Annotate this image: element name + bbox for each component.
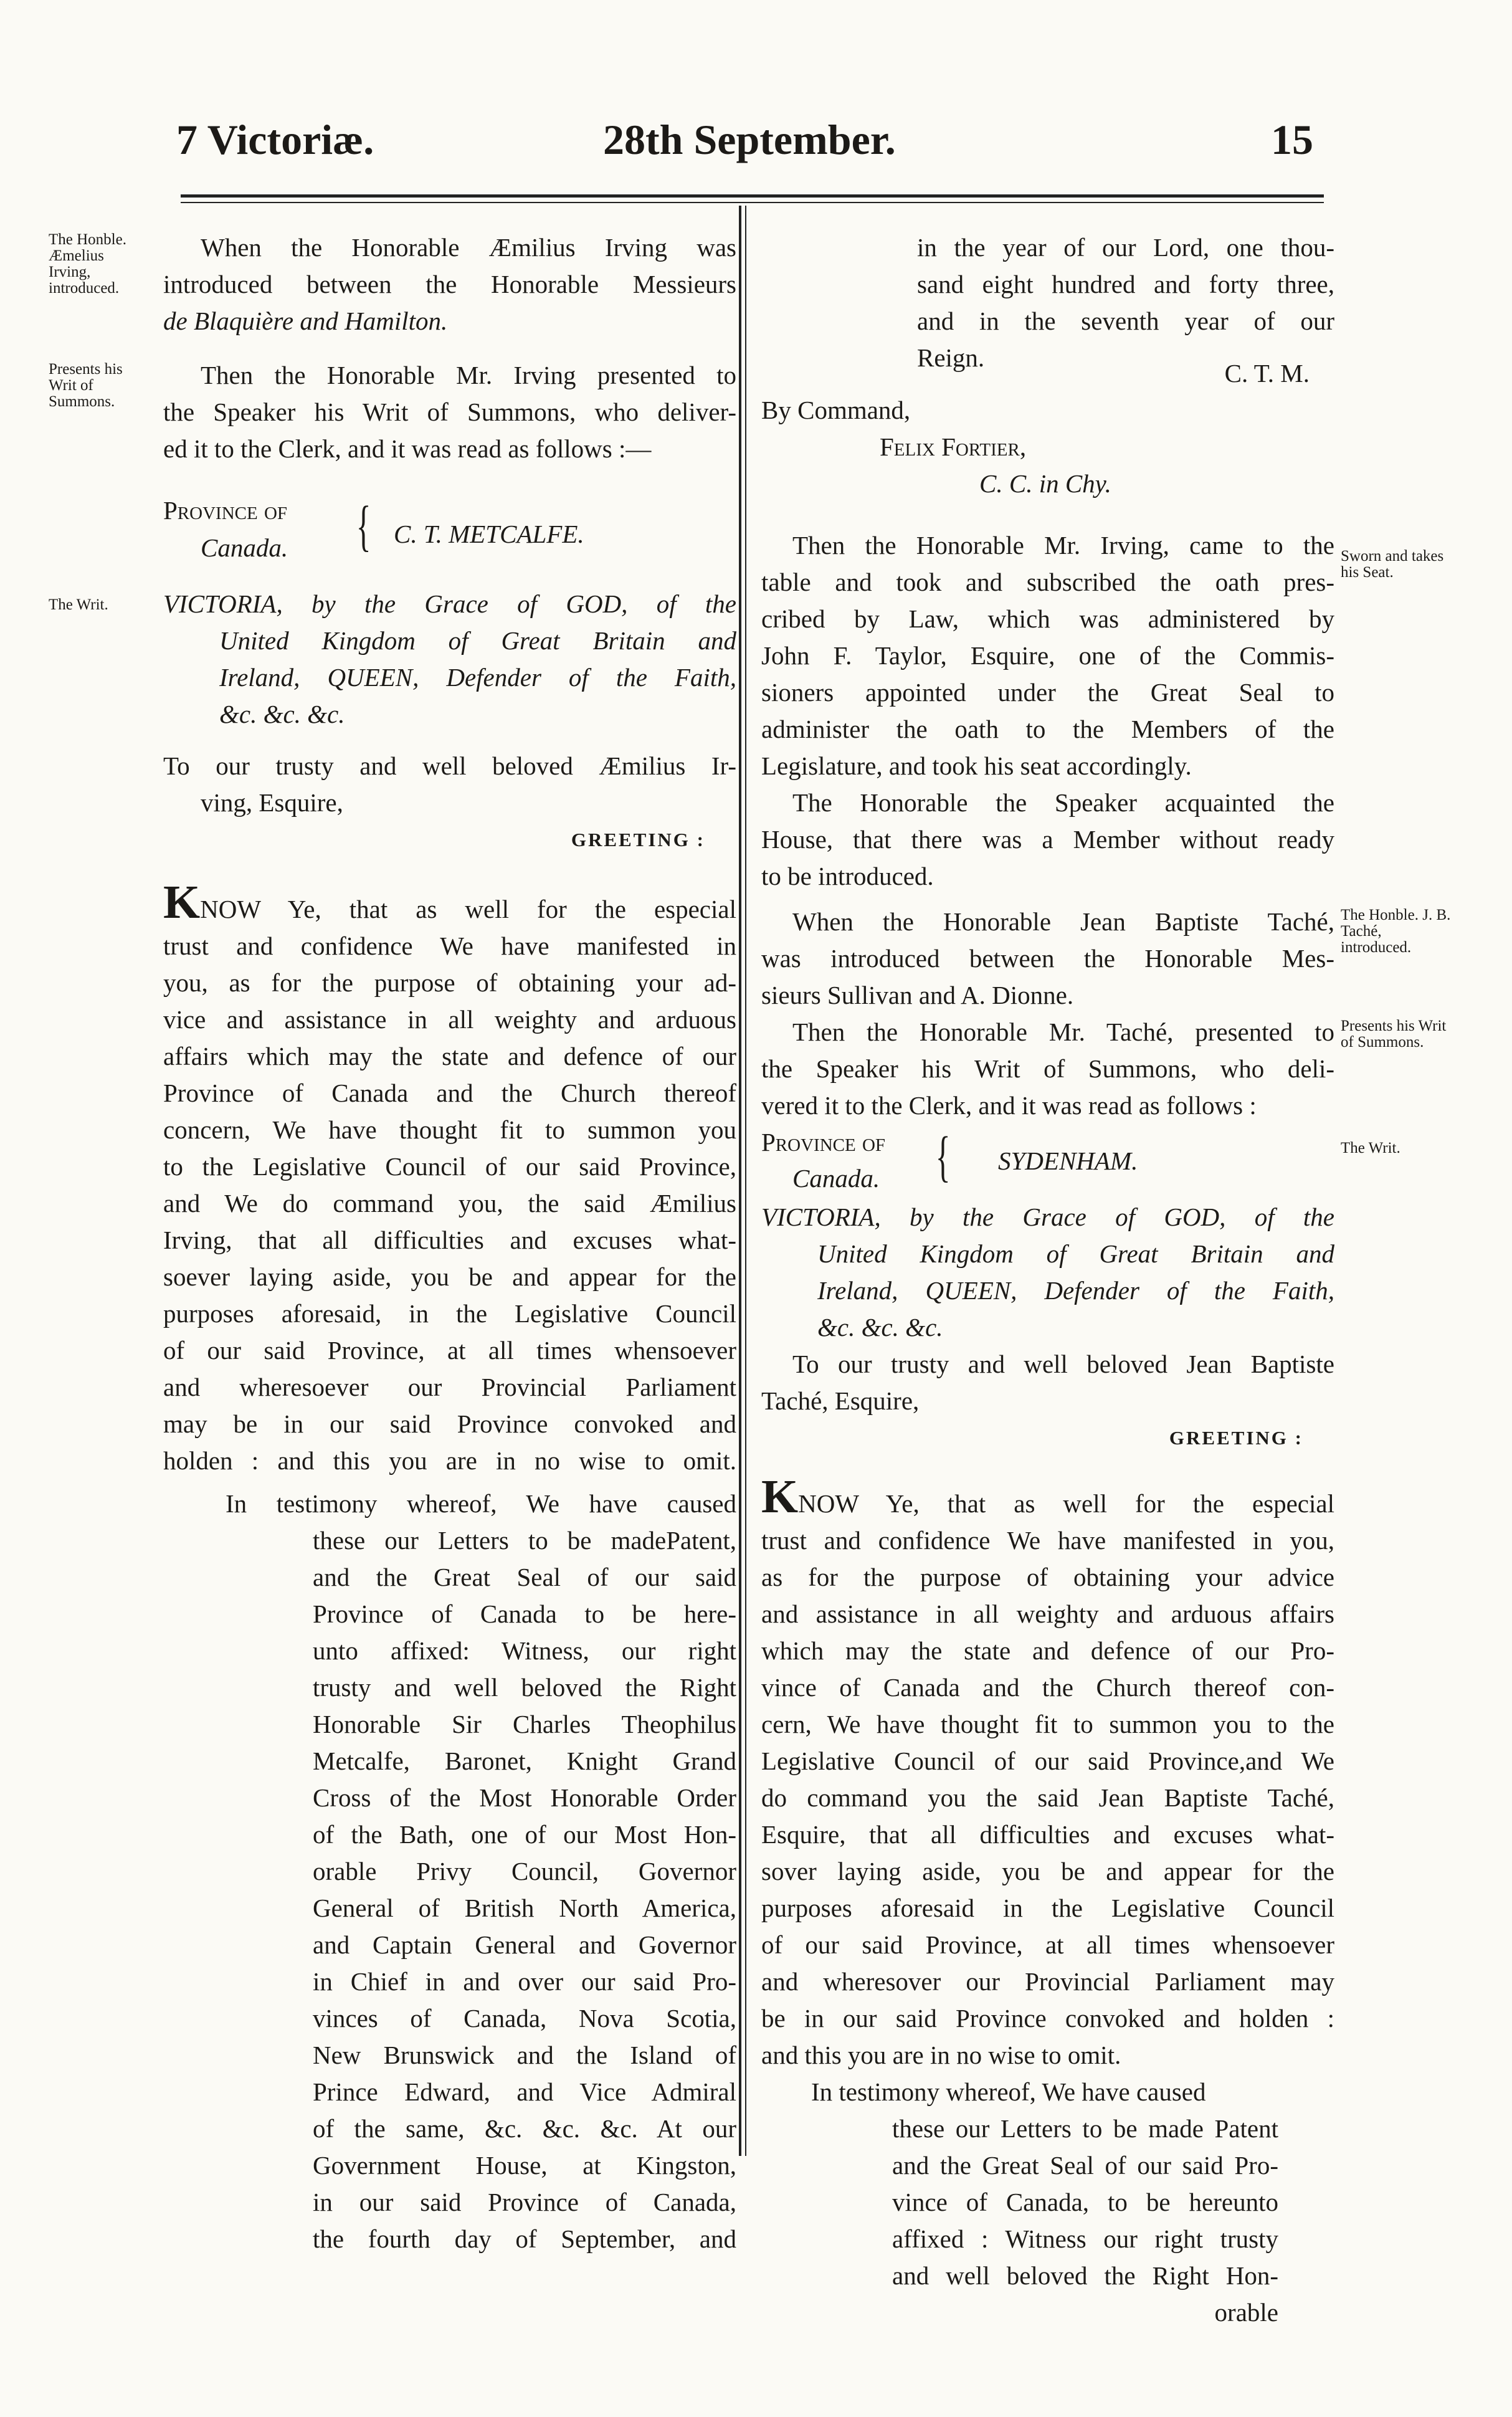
page-number: 15: [1271, 116, 1313, 163]
irving-presents: [163, 357, 736, 467]
text-line: to the Legislative Council of our said Province,: [163, 1152, 736, 1181]
text-line: Legislative Council of our said Province,and We: [761, 1747, 1334, 1775]
victoria-block: [163, 586, 736, 733]
margin-note: Sworn and takes his Seat.: [1341, 548, 1444, 581]
testimony: [163, 1485, 736, 2257]
text-line: Province of Canada to be here-: [313, 1599, 736, 1628]
text-line: in our said Province of Canada,: [313, 2188, 736, 2216]
text-line: In testimony whereof, We have caused: [226, 1489, 736, 1518]
text-line: Legislature, and took his seat accordingly.: [761, 751, 1192, 780]
right-column: [761, 229, 1334, 2331]
column-divider: [739, 206, 741, 2156]
text-line: and the Great Seal of our said Pro-: [892, 2151, 1278, 2180]
text-line: was introduced between the Honorable Mes-: [761, 944, 1334, 973]
text-line: To our trusty and well beloved Æmilius Ir-: [163, 751, 736, 780]
text-line: cribed by Law, which was administered by: [761, 604, 1334, 633]
text-line: affairs which may the state and defence of our: [163, 1042, 736, 1070]
text-line: these our Letters to be madePatent,: [313, 1526, 736, 1555]
text-line: and assistance in all weighty and arduous affairs: [761, 1599, 1334, 1628]
text-line: concern, We have thought fit to summon you: [163, 1115, 736, 1144]
text-line: vince of Canada and the Church thereof con-: [761, 1673, 1334, 1702]
text-line: vince of Canada, to be hereunto: [892, 2188, 1278, 2216]
text-line: United Kingdom of Great Britain and: [219, 626, 736, 655]
text-line: vinces of Canada, Nova Scotia,: [313, 2004, 736, 2033]
text-line: sand eight hundred and forty three,: [917, 270, 1334, 298]
text-line: the Speaker his Writ of Summons, who deli-: [761, 1054, 1334, 1083]
governor-name: C. T. METCALFE.: [394, 520, 584, 548]
text-line: cern, We have thought fit to summon you to the: [761, 1710, 1334, 1738]
province-block: [163, 492, 736, 573]
margin-note: The Writ.: [1341, 1140, 1400, 1156]
text-line: and well beloved the Right Hon-: [892, 2261, 1278, 2290]
text-line: In testimony whereof, We have caused: [811, 2077, 1206, 2106]
text-line: in the year of our Lord, one thou-: [917, 233, 1334, 262]
to-trusty: [761, 1346, 1334, 1419]
text-line: to be introduced.: [761, 862, 934, 890]
text-line: Cross of the Most Honorable Order: [313, 1783, 736, 1812]
text-line: When the Honorable Æmilius Irving was: [201, 233, 736, 262]
province-label: Province of: [163, 496, 288, 525]
text-line: To our trusty and well beloved Jean Baptiste: [792, 1350, 1334, 1378]
text-line: the fourth day of September, and: [313, 2224, 736, 2253]
greeting: GREETING :: [1169, 1427, 1303, 1449]
margin-note: Presents his Writ of Summons.: [1341, 1018, 1447, 1051]
province-canada: Canada.: [201, 533, 288, 562]
to-trusty: [163, 748, 736, 821]
text-line: ed it to the Clerk, and it was read as follows :—: [163, 434, 652, 463]
margin-note: The Writ.: [49, 596, 108, 613]
province-label: Province of: [761, 1128, 886, 1156]
text-line: New Brunswick and the Island of: [313, 2041, 736, 2069]
text-line: The Honorable the Speaker acquainted the: [792, 788, 1334, 817]
text-line: ving, Esquire,: [201, 788, 343, 817]
header-rule: [181, 194, 1324, 198]
text-line: Ireland, QUEEN, Defender of the Faith,: [219, 663, 736, 692]
text-line: and wheresover our Provincial Parliament may: [761, 1967, 1334, 1996]
text-line: as for the purpose of obtaining your advice: [761, 1563, 1334, 1591]
text-line: Honorable Sir Charles Theophilus: [313, 1710, 736, 1738]
text-line: holden : and this you are in no wise to omit.: [163, 1446, 736, 1475]
province-block: [761, 1124, 1334, 1199]
column-divider-2: [745, 206, 746, 2156]
text-line: John F. Taylor, Esquire, one of the Commis-: [761, 641, 1334, 670]
text-line: sieurs Sullivan and A. Dionne.: [761, 981, 1074, 1009]
text-line: of the Bath, one of our Most Hon-: [313, 1820, 736, 1849]
text-line: of our said Province, at all times whensoever: [163, 1336, 736, 1365]
brace-icon: {: [356, 495, 371, 557]
testimony: [761, 2074, 1334, 2331]
tache-intro: [761, 903, 1334, 1014]
know-paragraph: [163, 876, 736, 1479]
tache-presents: [761, 1014, 1334, 1124]
text-line: and We do command you, the said Æmilius: [163, 1189, 736, 1218]
text-line: de Blaquière and Hamilton.: [163, 307, 448, 335]
text-line: sover laying aside, you be and appear for the: [761, 1857, 1334, 1885]
text-line: orable Privy Council, Governor: [313, 1857, 736, 1885]
text-line: table and took and subscribed the oath pres-: [761, 568, 1334, 596]
drop-cap: K: [163, 876, 201, 928]
text-line: may be in our said Province convoked and: [163, 1409, 736, 1438]
text-line: VICTORIA, by the Grace of GOD, of the: [163, 589, 736, 618]
regnal-year: 7 Victoriæ.: [176, 116, 374, 163]
text-line: United Kingdom of Great Britain and: [817, 1239, 1334, 1268]
text-line: be in our said Province convoked and holden :: [761, 2004, 1334, 2033]
know-paragraph: [761, 1471, 1334, 2074]
text-line: and this you are in no wise to omit.: [761, 2041, 1121, 2069]
text-line: which may the state and defence of our Pro-: [761, 1636, 1334, 1665]
text-line: purposes aforesaid in the Legislative Council: [761, 1894, 1334, 1922]
text-line: administer the oath to the Members of the: [761, 715, 1334, 743]
text-line: these our Letters to be made Patent: [892, 2114, 1278, 2143]
text-line: Taché, Esquire,: [761, 1386, 920, 1415]
text-line: NOW Ye, that as well for the especial: [200, 895, 736, 923]
text-line: affixed : Witness our right trusty: [892, 2224, 1278, 2253]
text-line: Reign.: [917, 343, 985, 372]
text-line: vered it to the Clerk, and it was read as follows :: [761, 1091, 1257, 1120]
text-line: NOW Ye, that as well for the especial: [798, 1489, 1334, 1518]
greeting: GREETING :: [571, 829, 705, 851]
text-line: Then the Honorable Mr. Irving presented to: [201, 361, 736, 389]
drop-cap: K: [761, 1471, 799, 1523]
text-line: introduced between the Honorable Messieurs: [163, 270, 736, 298]
text-line: Then the Honorable Mr. Taché, presented to: [792, 1018, 1334, 1046]
text-line: and Captain General and Governor: [313, 1930, 736, 1959]
text-line: sioners appointed under the Great Seal to: [761, 678, 1334, 707]
text-line: purposes aforesaid, in the Legislative Council: [163, 1299, 736, 1328]
text-line: Province of Canada and the Church thereof: [163, 1079, 736, 1107]
text-line: of the same, &c. &c. &c. At our: [313, 2114, 736, 2143]
speaker-paragraph: [761, 784, 1334, 895]
left-column: [163, 229, 736, 2257]
text-line: &c. &c. &c.: [219, 700, 345, 728]
irving-intro: [163, 229, 736, 340]
page-date: 28th September.: [603, 116, 896, 163]
text-line: unto affixed: Witness, our right: [313, 1636, 736, 1665]
sworn-paragraph: [761, 527, 1334, 784]
signer-title: C. C. in Chy.: [979, 469, 1111, 498]
text-line: House, that there was a Member without ready: [761, 825, 1334, 854]
victoria-block: [761, 1199, 1334, 1346]
by-command: By Command,: [761, 396, 911, 424]
text-line: soever laying aside, you be and appear for the: [163, 1262, 736, 1291]
text-line: trust and confidence We have manifested in: [163, 932, 736, 960]
text-line: Then the Honorable Mr. Irving, came to the: [792, 531, 1334, 560]
text-line: Metcalfe, Baronet, Knight Grand: [313, 1747, 736, 1775]
text-line: Prince Edward, and Vice Admiral: [313, 2077, 736, 2106]
province-canada: Canada.: [792, 1164, 880, 1193]
text-line: trusty and well beloved the Right: [313, 1673, 736, 1702]
text-line: Irving, that all difficulties and excuses what-: [163, 1226, 736, 1254]
text-line: in Chief in and over our said Pro-: [313, 1967, 736, 1996]
text-line: and the Great Seal of our said: [313, 1563, 736, 1591]
text-line: Government House, at Kingston,: [313, 2151, 736, 2180]
governor-name: SYDENHAM.: [998, 1147, 1138, 1175]
text-line: and wheresoever our Provincial Parliament: [163, 1373, 736, 1401]
margin-note: Presents his Writ of Summons.: [49, 361, 123, 410]
text-line: VICTORIA, by the Grace of GOD, of the: [761, 1203, 1334, 1231]
text-line: you, as for the purpose of obtaining your ad-: [163, 968, 736, 997]
text-line: Esquire, that all difficulties and excuses what-: [761, 1820, 1334, 1849]
header-rule-thin: [181, 202, 1324, 203]
text-line: the Speaker his Writ of Summons, who deliver-: [163, 398, 736, 426]
text-line: &c. &c. &c.: [817, 1313, 943, 1342]
text-line: of our said Province, at all times whensoever: [761, 1930, 1334, 1959]
text-line: Ireland, QUEEN, Defender of the Faith,: [817, 1276, 1334, 1305]
initials: C. T. M.: [1224, 359, 1310, 388]
text-line: General of British North America,: [313, 1894, 736, 1922]
margin-note: The Honble. Æmelius Irving, introduced.: [49, 231, 126, 297]
text-line: trust and confidence We have manifested in you,: [761, 1526, 1334, 1555]
text-line: and in the seventh year of our: [917, 307, 1334, 335]
margin-note: The Honble. J. B. Taché, introduced.: [1341, 907, 1451, 956]
text-line: do command you the said Jean Baptiste Taché,: [761, 1783, 1334, 1812]
year-block: [761, 229, 1334, 376]
catchword: orable: [1214, 2298, 1278, 2327]
brace-icon: {: [935, 1126, 951, 1188]
signer: Felix Fortier,: [880, 432, 1027, 461]
text-line: vice and assistance in all weighty and arduous: [163, 1005, 736, 1034]
text-line: When the Honorable Jean Baptiste Taché,: [792, 907, 1334, 936]
